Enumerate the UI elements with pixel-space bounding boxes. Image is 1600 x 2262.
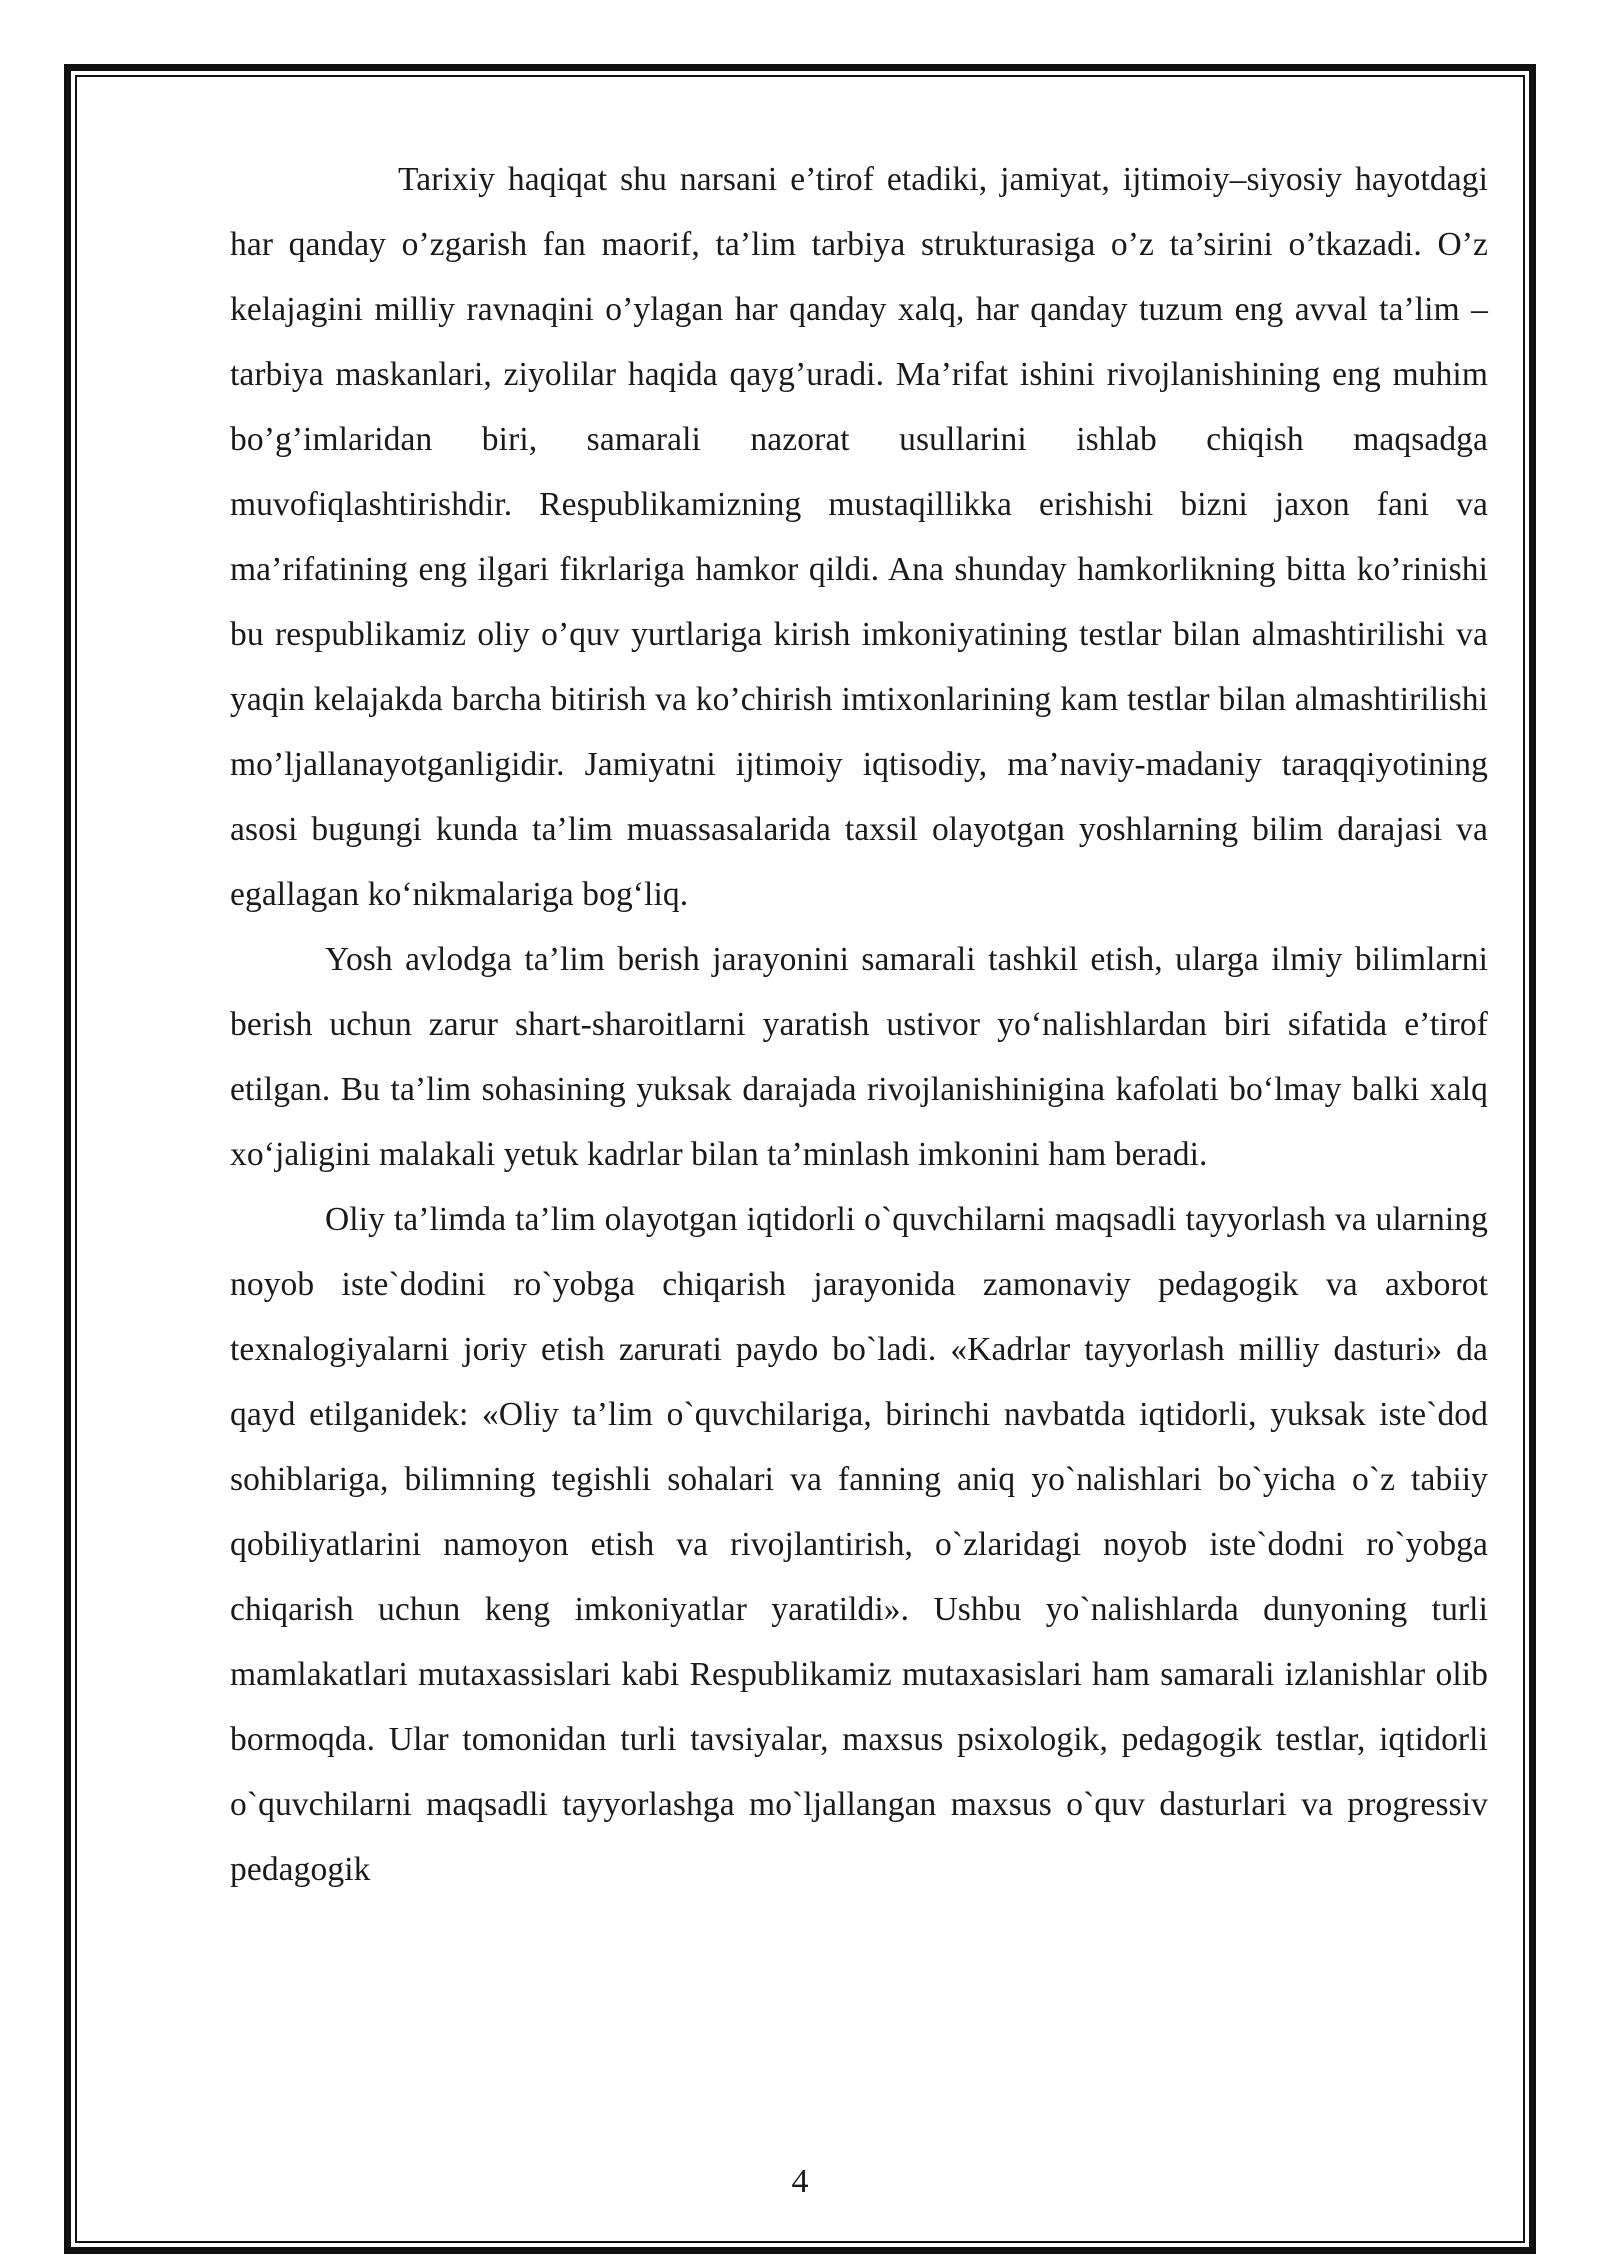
page-number: 4 [791,2163,809,2200]
paragraph-2: Yosh avlodga ta’lim berish jarayonini samarali tashkil etish, ularga ilmiy bilimlarni berish uchun zarur shart-sharoitlarni yaratish ustivor yo‘nalishlardan biri sifatida e’tirof etilgan. Bu ta’lim sohasining yuksak darajada rivojlanishinigina kafolati bo‘lmay balki xalq xo‘jaligini malakali yetuk kadrlar bilan ta’minlash imkonini ham beradi. [230,941,1488,1173]
paragraph-3: Oliy ta’limda ta’lim olayotgan iqtidorli o`quvchilarni maqsadli tayyorlash va ularning noyob iste`dodini ro`yobga chiqarish jarayonida zamonaviy pedagogik va axborot texnalogiyalarni joriy etish zarurati paydo bo`ladi. «Kadrlar tayyorlash milliy dasturi» da qayd etilganidek: «Oliy ta’lim o`quvchilariga, birinchi navbatda iqtidorli, yuksak iste`dod sohiblariga, bilimning tegishli sohalari va fanning aniq yo`nalishlari bo`yicha o`z tabiiy qobiliyatlarini namoyon etish va rivojlantirish, o`zlaridagi noyob iste`dodni ro`yobga chiqarish uchun keng imkoniyatlar yaratildi». Ushbu yo`nalishlarda dunyoning turli mamlakatlari mutaxassislari kabi Respublikamiz mutaxasislari ham samarali izlanishlar olib bormoqda. Ular tomonidan turli tavsiyalar, maxsus psixologik, pedagogik testlar, iqtidorli o`quvchilarni maqsadli tayyorlashga mo`ljallangan maxsus o`quv dasturlari va progressiv pedagogik [230,1201,1488,1888]
paragraph-1: Tarixiy haqiqat shu narsani e’tirof etadiki, jamiyat, ijtimoiy–siyosiy hayotdagi har qanday o’zgarish fan maorif, ta’lim tarbiya strukturasiga o’z ta’sirini o’tkazadi. O’z kelajagini milliy ravnaqini o’ylagan har qanday xalq, har qanday tuzum eng avval ta’lim – tarbiya maskanlari, ziyolilar haqida qayg’uradi. Ma’rifat ishini rivojlanishining eng muhim bo’g’imlaridan biri, samarali nazorat usullarini ishlab chiqish maqsadga muvofiqlashtirishdir. Respublikamizning mustaqillikka erishishi bizni jaxon fani va ma’rifatining eng ilgari fikrlariga hamkor qildi. Ana shunday hamkorlikning bitta ko’rinishi bu respublikamiz oliy o’quv yurtlariga kirish imkoniyatining testlar bilan almashtirilishi va yaqin kelajakda barcha bitirish va ko’chirish imtixonlarining kam testlar bilan almashtirilishi mo’ljallanayotganligidir. Jamiyatni ijtimoiy iqtisodiy, ma’naviy-madaniy taraqqiyotining asosi bugungi kunda ta’lim muassasalarida taxsil olayotgan yoshlarning bilim darajasi va egallagan ko‘nikmalariga bog‘liq. [230,161,1488,913]
document-body [230,147,1488,1902]
